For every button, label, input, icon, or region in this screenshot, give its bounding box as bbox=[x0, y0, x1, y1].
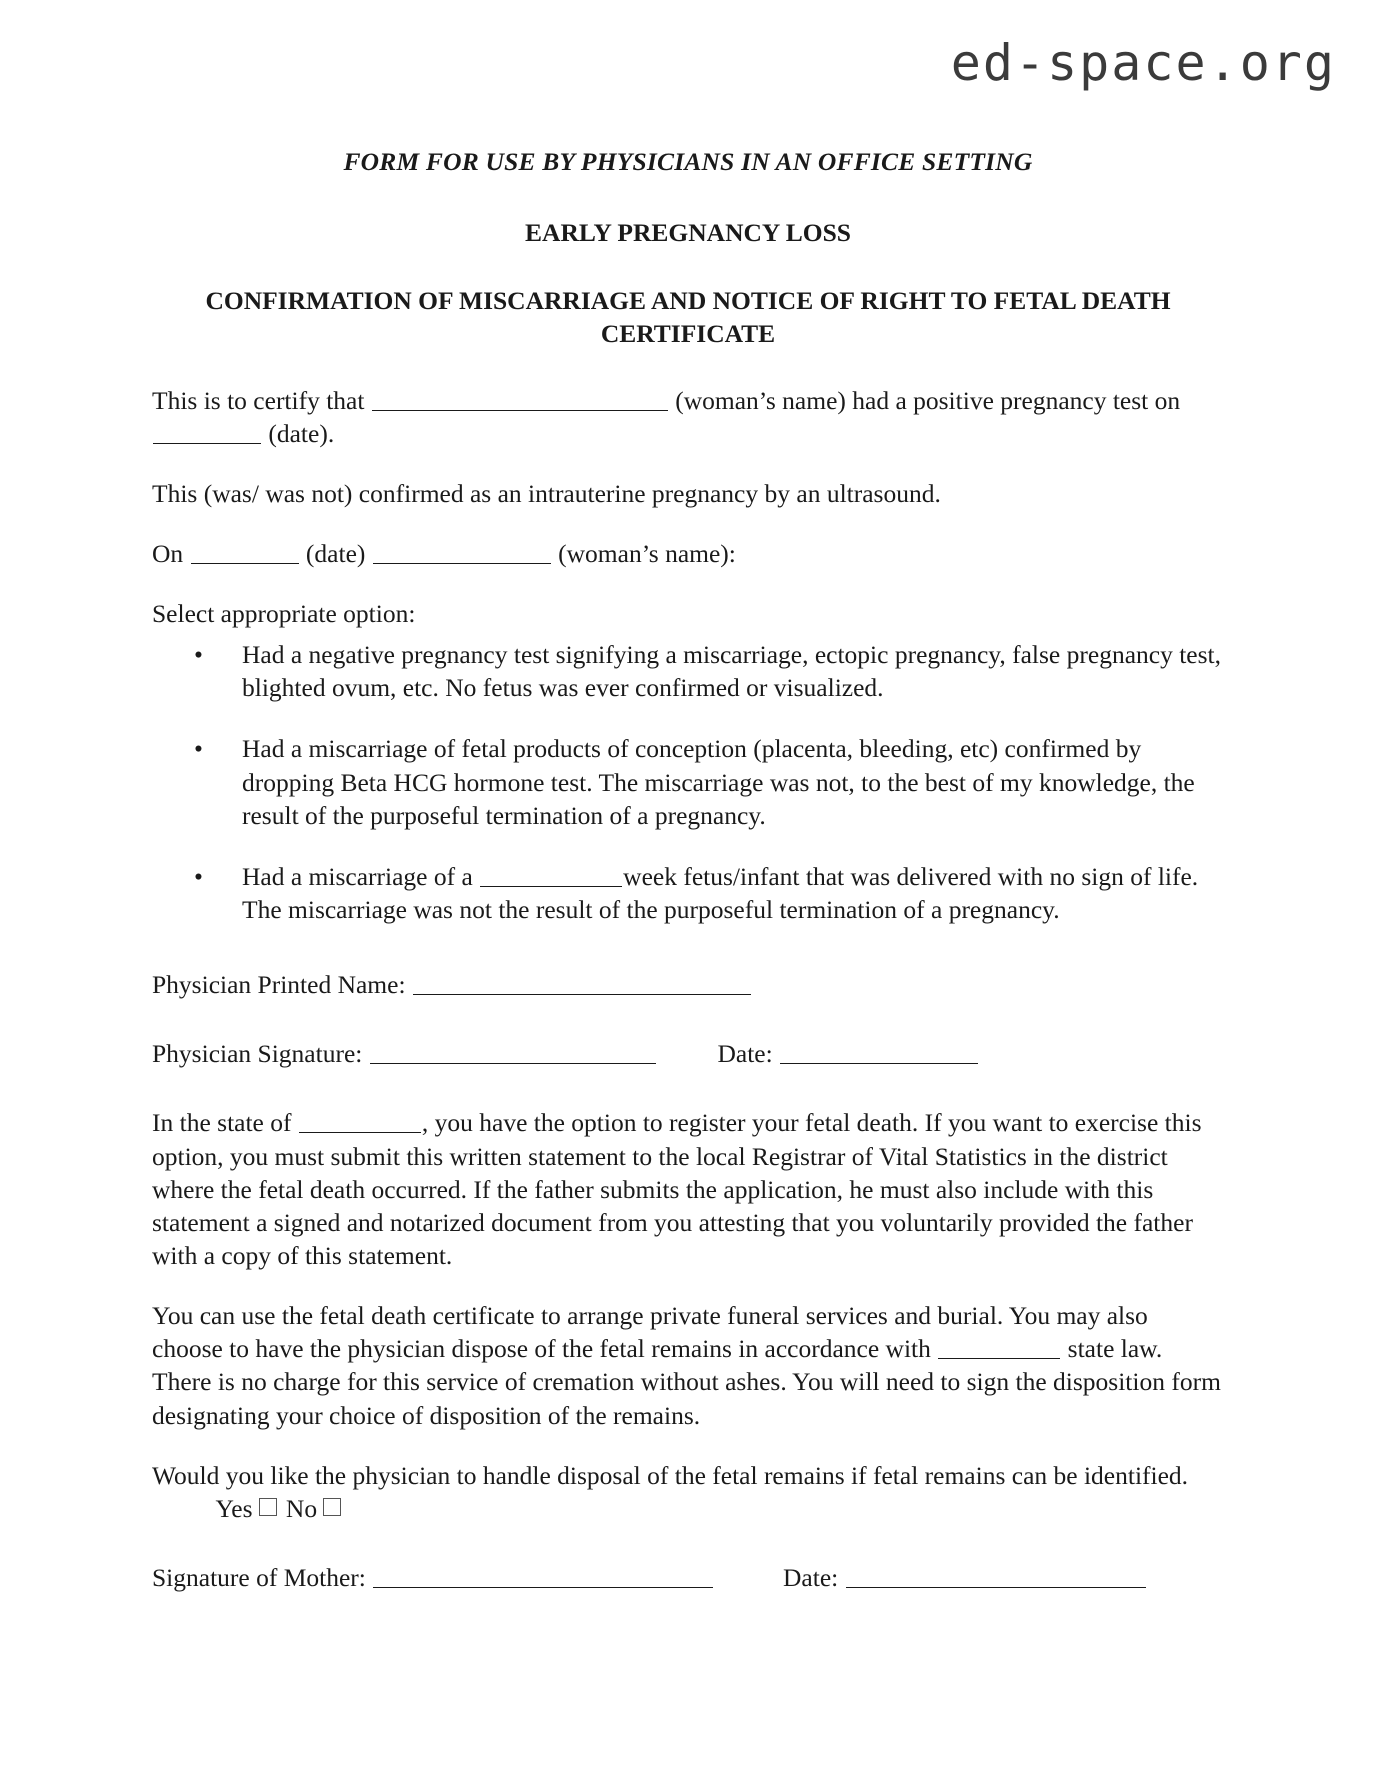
physician-signature-row bbox=[152, 1037, 1224, 1070]
physician-printed-name-label: Physician Printed Name: bbox=[152, 970, 406, 1000]
physician-date-label: Date: bbox=[717, 1039, 773, 1069]
mother-signature-row bbox=[152, 1561, 1224, 1594]
options-list bbox=[152, 638, 1224, 926]
option-text-post: week fetus/infant that was delivered with no sign of life. The miscarriage was not the result of the purposeful termination of a pregnancy. bbox=[242, 861, 1199, 925]
document-content bbox=[152, 146, 1224, 1630]
mother-signature-label: Signature of Mother: bbox=[152, 1563, 366, 1593]
no-checkbox[interactable] bbox=[323, 1498, 341, 1516]
remains-text-pre: You can use the fetal death certificate to arrange private funeral services and burial. You may also choose to have the physician dispose of the fetal remains in accordance with bbox=[152, 1301, 1148, 1364]
bullet-icon: • bbox=[194, 640, 203, 670]
bullet-icon: • bbox=[194, 861, 203, 891]
option-text: Had a miscarriage of fetal products of conception (placenta, bleeding, etc) confirmed by dropping Beta HCG hormone test. The miscarriage was not, to the best of my knowledge, the result of the purposeful termination of a pregnancy. bbox=[242, 734, 1195, 830]
weeks-blank[interactable] bbox=[480, 860, 622, 887]
state-registration-paragraph bbox=[152, 1106, 1224, 1272]
option-text-pre: Had a miscarriage of a bbox=[242, 861, 473, 891]
form-subtitle-heading: FORM FOR USE BY PHYSICIANS IN AN OFFICE SETTING bbox=[343, 147, 1033, 176]
remains-text-post: state law. There is no charge for this service of cremation without ashes. You will need to sign the disposition form designating your choice of disposition of the remains. bbox=[152, 1334, 1221, 1430]
yes-checkbox[interactable] bbox=[259, 1498, 277, 1516]
yes-label: Yes bbox=[215, 1493, 253, 1523]
on-date-paragraph bbox=[152, 537, 1224, 570]
option-text: Had a negative pregnancy test signifying a miscarriage, ectopic pregnancy, false pregnancy test, blighted ovum, etc. No fetus was ever confirmed or visualized. bbox=[242, 640, 1221, 703]
state-law-blank[interactable] bbox=[938, 1332, 1060, 1359]
form-category-heading: EARLY PREGNANCY LOSS bbox=[525, 217, 851, 247]
watermark-ed-space-org: ed-space.org bbox=[950, 34, 1336, 92]
option-item-products-of-conception[interactable] bbox=[152, 732, 1224, 831]
physician-printed-name-row bbox=[152, 968, 1224, 1001]
on-text-post: (woman’s name): bbox=[558, 538, 736, 568]
form-main-heading: CONFIRMATION OF MISCARRIAGE AND NOTICE OF RIGHT TO FETAL DEATH CERTIFICATE bbox=[205, 286, 1171, 348]
select-option-label: Select appropriate option: bbox=[152, 599, 416, 629]
fetal-remains-paragraph bbox=[152, 1299, 1224, 1432]
certify-text-pre: This is to certify that bbox=[152, 385, 365, 415]
mother-signature-blank[interactable] bbox=[373, 1561, 713, 1588]
certify-text-post: (date). bbox=[268, 418, 335, 448]
option-item-negative-test[interactable] bbox=[152, 638, 1224, 704]
state-text-pre: In the state of bbox=[152, 1108, 292, 1138]
on-text-mid: (date) bbox=[305, 538, 366, 568]
physician-signature-blank[interactable] bbox=[370, 1037, 656, 1064]
date-blank-1[interactable] bbox=[153, 417, 261, 444]
option-item-week-fetus[interactable] bbox=[152, 860, 1224, 926]
disposal-question-paragraph bbox=[152, 1459, 1224, 1525]
mother-date-blank[interactable] bbox=[846, 1561, 1146, 1588]
physician-date-blank[interactable] bbox=[780, 1037, 978, 1064]
bullet-icon: • bbox=[194, 734, 203, 764]
physician-printed-name-blank[interactable] bbox=[413, 968, 751, 995]
mother-date-label: Date: bbox=[783, 1563, 839, 1593]
no-label: No bbox=[285, 1493, 318, 1523]
certify-text-mid: (woman’s name) had a positive pregnancy test on bbox=[675, 385, 1181, 415]
date-blank-2[interactable] bbox=[191, 537, 299, 564]
disposal-question-text: Would you like the physician to handle disposal of the fetal remains if fetal remains can be identified. bbox=[152, 1460, 1189, 1490]
on-text-pre: On bbox=[152, 538, 184, 568]
state-name-blank[interactable] bbox=[299, 1106, 421, 1133]
state-text-post: , you have the option to register your fetal death. If you want to exercise this option, you must submit this written statement to the local Registrar of Vital Statistics in the district where the fetal death occurred. If the father submits the application, he must also include with this statement a signed and notarized document from you attesting that you voluntarily provided the father with a copy of this statement. bbox=[152, 1108, 1202, 1271]
certify-paragraph bbox=[152, 384, 1224, 450]
ultrasound-paragraph: This (was/ was not) confirmed as an intrauterine pregnancy by an ultrasound. bbox=[152, 478, 941, 508]
womans-name-blank-2[interactable] bbox=[373, 537, 551, 564]
womans-name-blank-1[interactable] bbox=[372, 384, 668, 411]
physician-signature-label: Physician Signature: bbox=[152, 1039, 363, 1069]
